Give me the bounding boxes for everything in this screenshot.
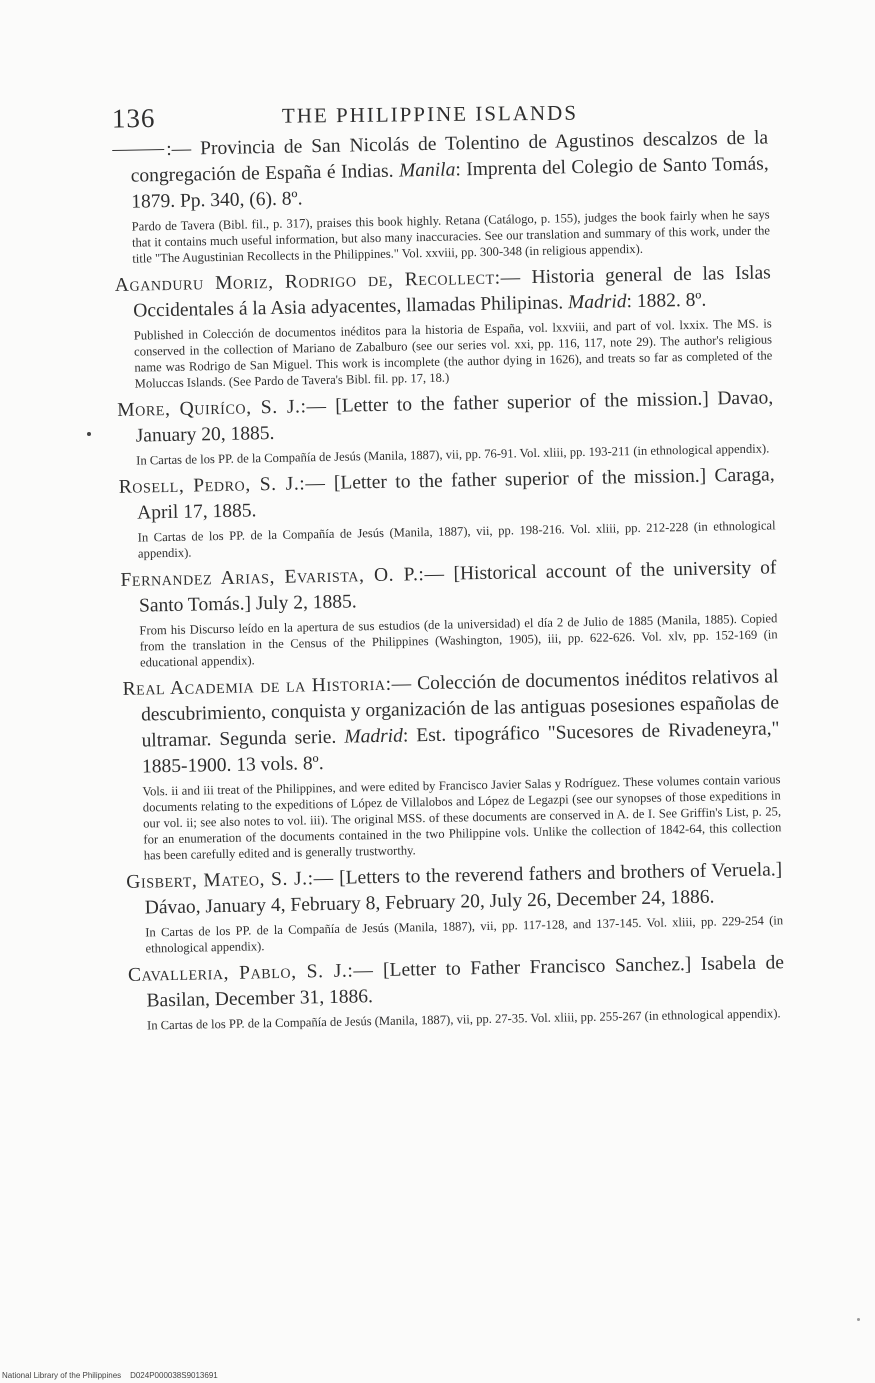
margin-speck [857,1318,860,1321]
entry-imprint: : 1882. 8º. [626,289,707,313]
entry-note: Published in Colección de documentos inéditos para la historia de España, vol. lxxviii, and part of vol. lxxix. The MS. is conserved in the collection of Mariano de Zabalburo (see our series vol. xxi, pp. 116, 117, note 29). The author's religious name was Rodrigo de San Miguel. This work is incomplete (the author dying in 1626), and treats so far as completed of the Moluccas Islands. (See Pardo de Tavera's Bibl. fil. pp. 17, 18.) [133,316,773,391]
entry-title: [Historical account of the university of Santo Tomás.] July 2, 1885. [138,557,777,617]
entry-citation [117,385,774,450]
entry-note: In Cartas de los PP. de la Compañía de Jesús (Manila, 1887), vii, pp. 27-35. Vol. xliii, pp. 255-267 (in ethnological appendix). [146,1006,781,1033]
entry-citation [118,462,775,527]
entry-note: Pardo de Tavera (Bibl. fil., p. 317), praises this book highly. Retana (Catálogo, p. 155), judges the book fairly when he says that it contains much useful information, but also many inaccuracies. See our translation and summary of this work, under the title "The Augustinian Recollects in the Philippines." Vol. xxviii, pp. 300-348 (in religious appendix). [131,207,771,266]
bibliography-entry [128,950,785,1034]
entry-place: Manila [398,159,456,182]
page-number: 136 [111,103,156,134]
entry-title: [Letter to the father superior of the mission.] Caraga, April 17, 1885. [137,464,775,524]
bibliography-entry [112,125,770,267]
entry-citation: :— Provincia de San Nicolás de Tolentino de Agustinos descalzos de la congregación de España é Indias. Manila: Imprenta del Colegio de Santo Tomás, 1879. Pp. 340, (6). 8º. [112,125,769,216]
entry-note: Vols. ii and iii treat of the Philippines, and were edited by Francisco Javier Salas y Rodríguez. These volumes contain various documents relating to the expeditions of López de Villalobos and López de Legazpi (see our synopses of those expeditions in our vol. ii; see also notes to vol. iii). The original MSS. of these documents are conserved in A. de I. See Griffin's List, p. 25, for an enumeration of the documents contained in the two Philippine vols. Unlike the collection of 1842-64, this collection has been carefully edited and is generally trustworthy. [142,772,782,863]
entry-author: Real Academia de la Historia:— [122,673,412,700]
entry-author: Rosell, Pedro, S. J.:— [118,472,326,498]
entry-title: Colección de documentos inéditos relativos al descubrimiento, conquista y organización de las antiguas posesiones españolas de ultramar. Segunda serie. [140,666,780,752]
entry-author: More, Quiríco, S. J.:— [117,395,327,421]
entry-author: Fernandez Arias, Evarista, O. P.:— [120,563,445,591]
entry-citation [122,664,780,781]
entry-note: From his Discurso leído en la apertura de sus estudios (de la universidad) el día 2 de Julio de 1885 (Manila, 1885). Copied from the translation in the Census of the Philippines (Washington, 1905), iii, pp. 622-626. Vol. xlv, pp. 152-169 (in educational appendix). [139,611,778,670]
bibliography-entry [115,260,773,392]
entry-title: Historia general de las Islas Occidentales á la Asia adyacentes, llamadas Philipinas. [133,262,771,322]
bibliography-body [112,125,785,1039]
entry-citation [126,857,783,922]
bibliography-entry [117,385,774,469]
entry-title: [Letter to the father superior of the mission.] Davao, January 20, 1885. [135,387,774,447]
entry-citation [115,260,772,325]
entry-imprint: : Imprenta del Colegio de Santo Tomás, 1879. Pp. 340, (6). 8º. [131,153,769,213]
entry-imprint: : Est. tipográfico "Sucesores de Rivadeneyra," 1885-1900. 13 vols. 8º. [141,718,780,778]
running-head: THE PHILIPPINE ISLANDS [281,100,579,128]
entry-note: In Cartas de los PP. de la Compañía de Jesús (Manila, 1887), vii, pp. 117-128, and 137-145. Vol. xliii, pp. 229-254 (in ethnological appendix). [145,913,784,956]
bibliography-entry [122,664,781,864]
entry-title: [Letter to Father Francisco Sanchez.] Isabela de Basilan, December 31, 1886. [146,952,785,1012]
ditto-dash [112,149,164,151]
entry-place: Madrid [344,725,404,748]
entry-note: In Cartas de los PP. de la Compañía de Jesús (Manila, 1887), vii, pp. 198-216. Vol. xliii, pp. 212-228 (in ethnological appendix). [137,518,776,561]
footer-credit: National Library of the Philippines [2,1371,122,1380]
bibliography-entry [118,462,776,562]
entry-author: Gisbert, Mateo, S. J.:— [126,867,334,893]
entry-author: Cavalleria, Pablo, S. J.:— [127,960,374,986]
bibliography-entry [126,857,784,957]
entry-citation [120,555,777,620]
entry-place: Madrid [567,291,627,314]
bibliography-entry [120,555,778,671]
entry-title: Provincia de San Nicolás de Tolentino de Agustinos descalzos de la congregación de España é Indias. [130,127,769,187]
footer-code: D024P000038S9013691 [130,1371,218,1380]
entry-citation [128,950,785,1015]
entry-author: Aganduru Moriz, Rodrigo de, Recollect:— [114,267,521,296]
margin-speck [87,432,91,436]
entry-note: In Cartas de los PP. de la Compañía de Jesús (Manila, 1887), vii, pp. 76-91. Vol. xliii, pp. 193-211 (in ethnological appendix). [136,441,770,468]
entry-title: [Letters to the reverend fathers and brothers of Veruela.] Dávao, January 4, February 8, February 20, July 26, December 24, 1886. [144,859,783,919]
scan-footer [2,1371,218,1380]
